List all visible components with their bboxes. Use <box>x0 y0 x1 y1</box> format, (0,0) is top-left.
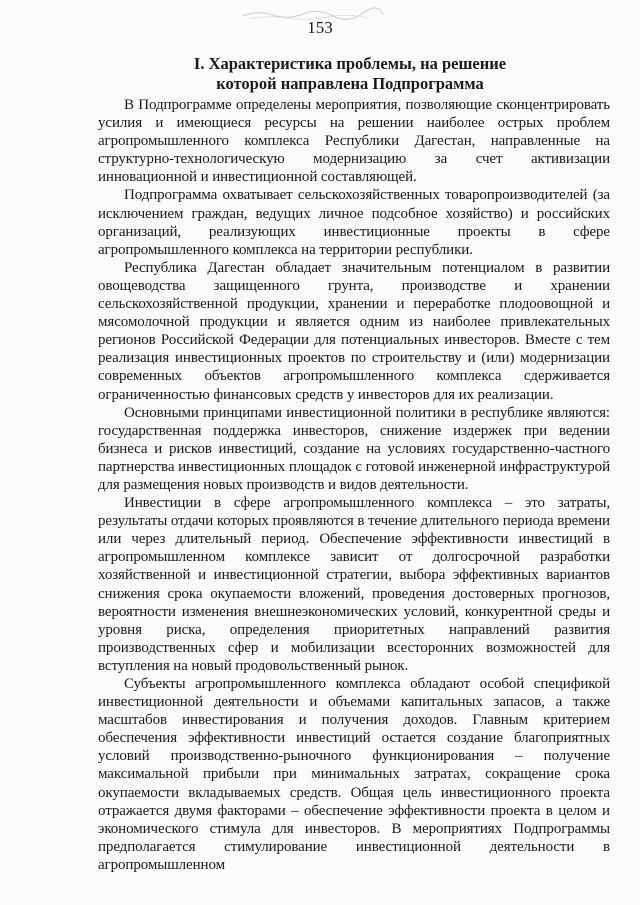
paragraph-1: В Подпрограмме определены мероприятия, позволяющие сконцентрировать усилия и имеющиеся ресурсы на решении наиболее острых проблем агропромышленного комплекса Республики Дагестан, направленные на структурно-технологическую модернизацию за счет активизации инновационной и инвестиционной составляющей. <box>98 97 610 186</box>
page-number: 153 <box>307 18 333 37</box>
paragraph-2: Подпрограмма охватывает сельскохозяйственных товаропроизводителей (за исключением граждан, ведущих личное подсобное хозяйство) и российских организаций, реализующих инвестиционные проекты в сфере агропромышленного комплекса на территории республики. <box>98 187 610 258</box>
paragraph-6: Субъекты агропромышленного комплекса обладают особой спецификой инвестиционной деятельности и объемами капитальных запасов, а также масштабов инвестирования и получения доходов. Главным критерием обеспечения эффективности инвестиций остается создание благоприятных условий производственно-рыночного функционирования – получение максимальной прибыли при минимальных затратах, сокращение срока окупаемости вкладываемых средств. Общая цель инвестиционного проекта отражается двумя факторами – обеспечение эффективности проекта в целом и экономического стимула для инвесторов. В мероприятиях Подпрограммы предполагается стимулирование инвестиционной деятельности в агропромышленном <box>98 676 610 873</box>
paragraph-4: Основными принципами инвестиционной политики в республике являются: государственная поддержка инвесторов, снижение издержек при ведении бизнеса и рисков инвестиций, создание на условиях государственно-частного партнерства инвестиционных площадок с готовой инженерной инфраструктурой для размещения новых производств и видов деятельности. <box>98 404 610 493</box>
section-heading <box>80 54 620 94</box>
paragraph-3: Республика Дагестан обладает значительным потенциалом в развитии овощеводства защищенного грунта, производстве и хранении сельскохозяйственной продукции, хранении и переработке плодоовощной и мясомолочной продукции и является одним из наиболее привлекательных регионов Российской Федерации для потенциальных инвесторов. Вместе с тем реализация инвестиционных проектов по строительству и (или) модернизации современных объектов агропромышленного комплекса сдерживается ограниченностью финансовых средств у инвесторов для их реализации. <box>98 259 610 403</box>
section-heading-line-2: которой направлена Подпрограмма <box>216 74 484 93</box>
paragraph-5: Инвестиции в сфере агропромышленного комплекса – это затраты, результаты отдачи которых проявляются в течение длительного периода времени или через длительный период. Обеспечение эффективности инвестиций в агропромышленном комплексе зависит от долгосрочной разработки хозяйственной и инвестиционной стратегии, выбора эффективных вариантов снижения срока окупаемости вложений, проведения достоверных прогнозов, вероятности изменения внешнеэкономических условий, конкурентной среды и уровня риска, определения приоритетных направлений развития производственных сфер и мобилизации всесторонних возможностей для вступления на новый продовольственный рынок. <box>98 495 610 674</box>
body-text <box>98 96 610 874</box>
section-heading-line-1: I. Характеристика проблемы, на решение <box>193 54 507 73</box>
